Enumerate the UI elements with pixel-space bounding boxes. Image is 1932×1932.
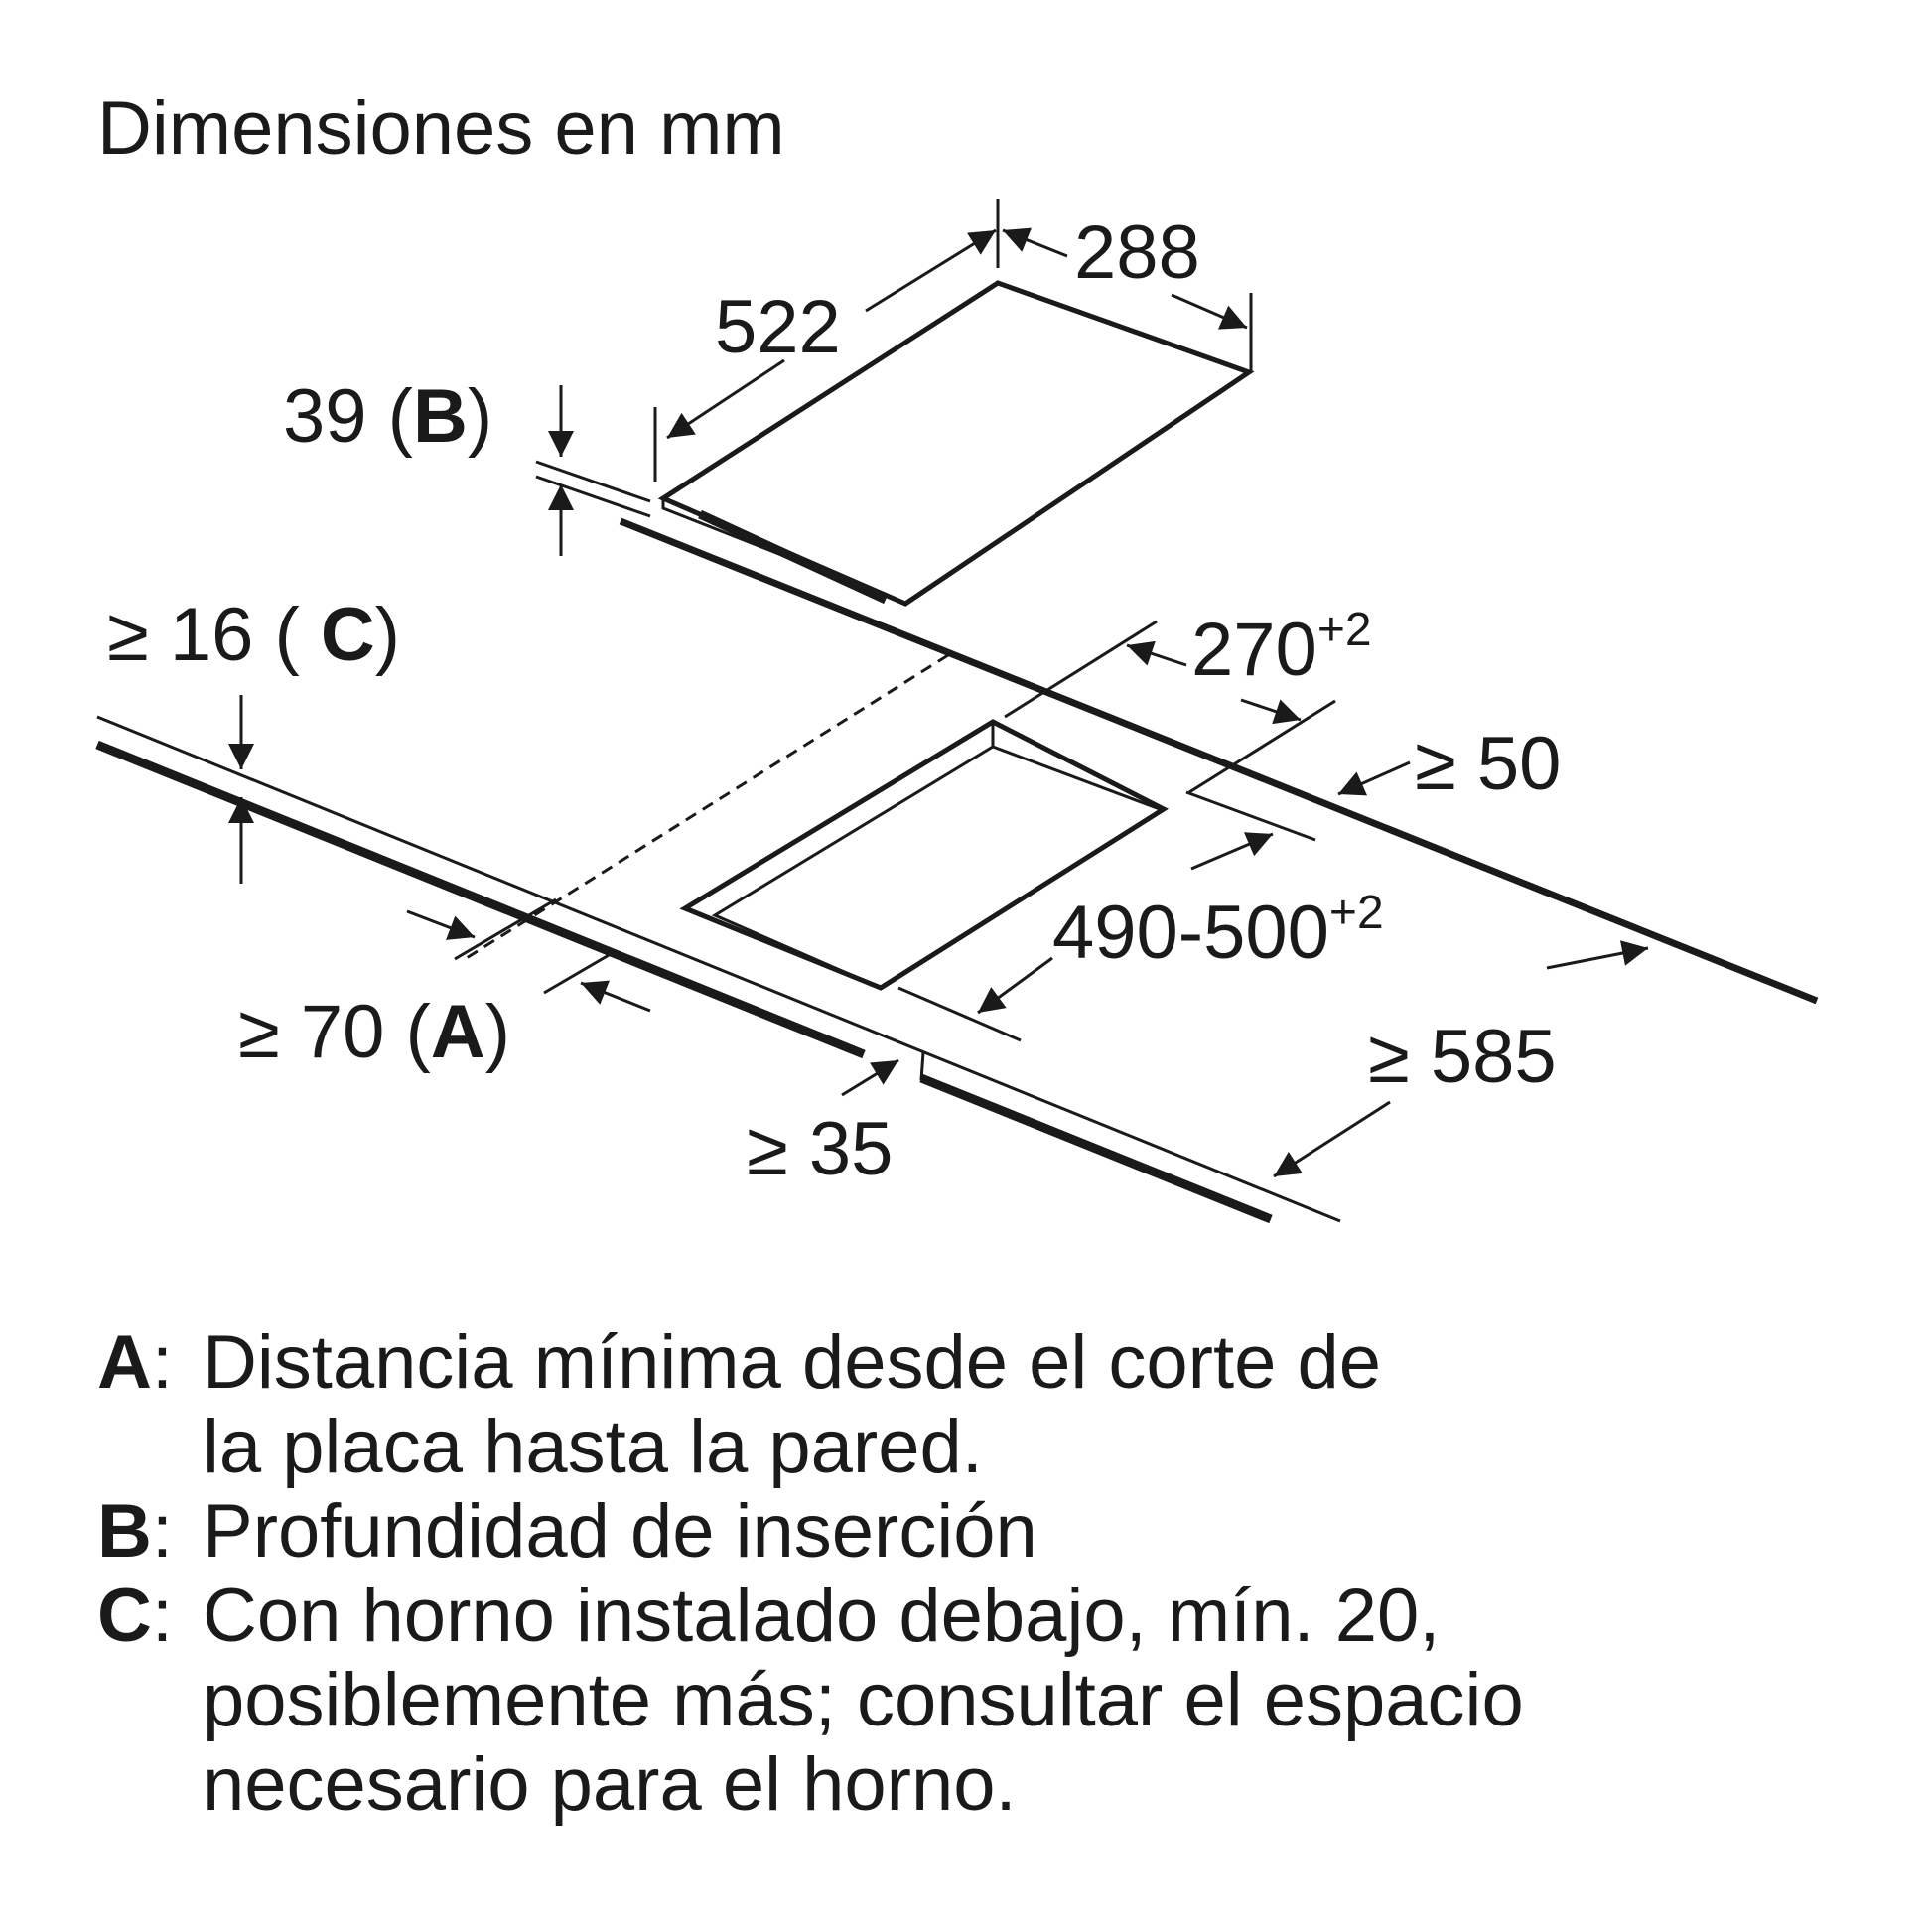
legend-item-b xyxy=(97,1489,1845,1574)
legend-text-c: Con horno instalado debajo, mín. 20, posiblemente más; consultar el espacio necesario para el horno. xyxy=(203,1574,1524,1827)
dimension-cutout-depth-tol: +2 xyxy=(1328,887,1384,939)
dimension-width-label: 288 xyxy=(1074,210,1200,295)
legend-key-a: A xyxy=(97,1320,152,1405)
dimension-cutout-width-label xyxy=(1191,604,1372,692)
legend xyxy=(97,1320,1845,1827)
legend-text-a: Distancia mínima desde el corte de la placa hasta la pared. xyxy=(203,1320,1382,1489)
dimension-cutout-depth-value: 490-500 xyxy=(1052,891,1329,975)
dimension-insertion-close: ) xyxy=(467,374,493,459)
dimension-clearance-value: ≥ 16 ( xyxy=(107,593,321,677)
dimension-depth-label: 522 xyxy=(715,285,841,369)
dimension-cutout-width-value: 270 xyxy=(1191,608,1317,692)
dimension-insertion xyxy=(536,385,650,556)
dimension-clearance-key: C xyxy=(320,593,375,677)
dimension-worktop-depth-label: ≥ 585 xyxy=(1368,1015,1557,1099)
dimension-cutout-width-tol: +2 xyxy=(1316,604,1372,656)
legend-key-b: B xyxy=(97,1489,152,1574)
dimension-wall-distance-key: A xyxy=(430,990,485,1074)
legend-item-a xyxy=(97,1320,1845,1489)
dimension-insertion-value: 39 ( xyxy=(283,374,413,459)
legend-item-c xyxy=(97,1574,1845,1827)
legend-sep-b: : xyxy=(151,1489,174,1574)
dimension-clearance-label xyxy=(107,593,400,677)
dimension-wall-distance-label xyxy=(238,990,510,1074)
dimension-front-gap xyxy=(842,1052,923,1095)
dimension-clearance-close: ) xyxy=(374,593,401,677)
legend-sep-a: : xyxy=(151,1320,174,1405)
dimension-wall-distance-close: ) xyxy=(484,990,510,1074)
dimension-wall-distance-value: ≥ 70 ( xyxy=(238,990,431,1074)
dimension-insertion-key: B xyxy=(412,374,468,459)
dimension-cutout-depth-label xyxy=(1052,887,1384,975)
legend-text-b: Profundidad de inserción xyxy=(203,1489,1037,1574)
legend-sep-c: : xyxy=(151,1574,174,1658)
dimension-rear-gap-label: ≥ 50 xyxy=(1415,722,1562,806)
dimension-front-gap-label: ≥ 35 xyxy=(747,1107,894,1191)
legend-key-c: C xyxy=(97,1574,152,1658)
page-title: Dimensiones en mm xyxy=(97,86,785,171)
dimension-insertion-label xyxy=(283,374,492,459)
